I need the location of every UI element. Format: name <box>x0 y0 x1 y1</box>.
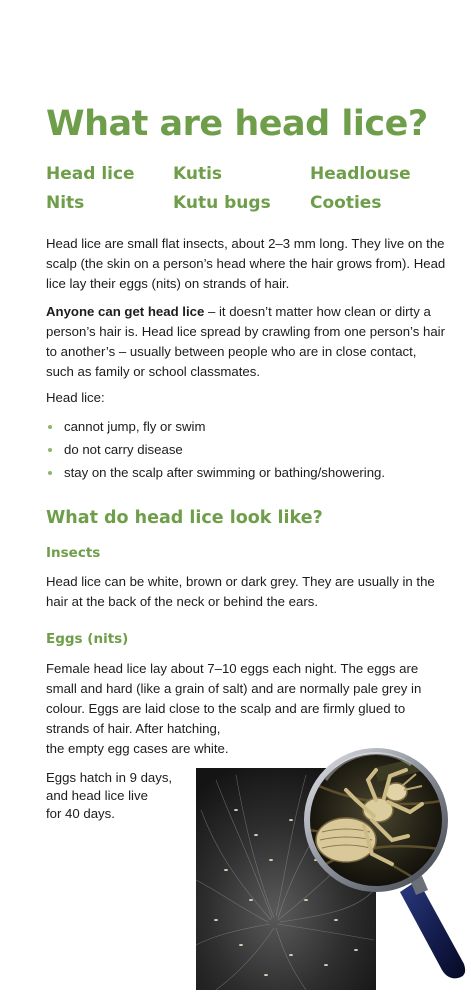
synonym-nits: Nits <box>46 193 85 213</box>
section-heading-look: What do head lice look like? <box>46 508 323 528</box>
hatch-line-3: for 40 days. <box>46 806 115 821</box>
magnified-louse-illustration <box>196 740 471 990</box>
list-intro: Head lice: <box>46 390 105 405</box>
eggs-paragraph-end: the empty egg cases are white. <box>46 741 229 756</box>
synonym-kutu-bugs: Kutu bugs <box>173 193 271 213</box>
anyone-bold: Anyone can get head lice <box>46 304 205 319</box>
synonym-headlouse: Headlouse <box>310 164 411 184</box>
list-item <box>46 438 456 461</box>
anyone-rest: – it doesn’t matter how clean or dirty a person’s hair is. Head lice spread by crawling from one person’s hair to another’s – usually between people who are in close contact, such as family or school classmates. <box>46 304 445 379</box>
subheading-insects: Insects <box>46 545 101 561</box>
hatch-line-2: and head lice live <box>46 788 148 803</box>
bullet-icon <box>48 448 52 452</box>
intro-paragraph: Head lice are small flat insects, about 2–3 mm long. They live on the scalp (the skin on a person’s head where the hair grows from). Head lice lay their eggs (nits) on strands of hair. <box>46 236 446 291</box>
synonym-kutis: Kutis <box>173 164 223 184</box>
hatch-line-1: Eggs hatch in 9 days, <box>46 770 173 785</box>
bullet-icon <box>48 471 52 475</box>
facts-list <box>46 415 456 484</box>
anyone-paragraph <box>46 302 446 382</box>
subheading-eggs: Eggs (nits) <box>46 631 129 647</box>
list-item <box>46 461 456 484</box>
list-item-text: stay on the scalp after swimming or bathing/showering. <box>64 465 386 480</box>
synonym-head-lice: Head lice <box>46 164 135 184</box>
bullet-icon <box>48 425 52 429</box>
insects-paragraph: Head lice can be white, brown or dark grey. They are usually in the hair at the back of the neck or behind the ears. <box>46 574 435 609</box>
synonym-cooties: Cooties <box>310 193 382 213</box>
magnifier-handle <box>400 880 465 978</box>
list-item-text: cannot jump, fly or swim <box>64 419 206 434</box>
list-item <box>46 415 456 438</box>
eggs-paragraph: Female head lice lay about 7–10 eggs each night. The eggs are small and hard (like a grain of salt) and are normally pale grey in colour. Eggs are laid close to the scalp and are firmly glued to strands of hair. After hatching, <box>46 661 422 736</box>
page-title: What are head lice? <box>46 104 428 144</box>
list-item-text: do not carry disease <box>64 442 183 457</box>
